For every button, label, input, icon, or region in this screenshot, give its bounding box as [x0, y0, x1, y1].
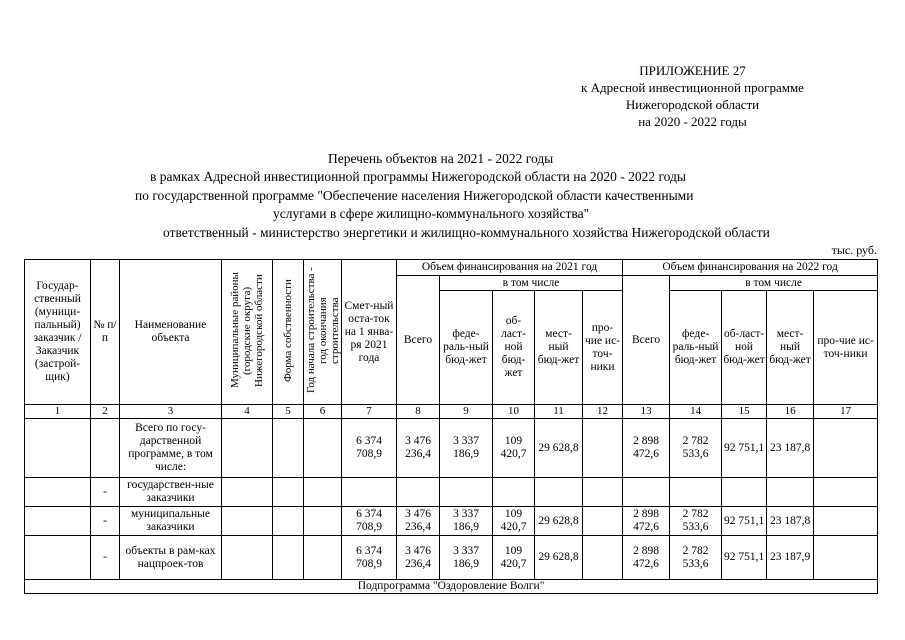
row-local-2022: 23 187,8: [767, 507, 814, 536]
header-name: Наименование объекта: [120, 260, 222, 405]
row-total-2021: 3 476 236,4: [397, 419, 440, 478]
row-total-2022: 2 898 472,6: [623, 419, 670, 478]
row-federal-2022: [670, 478, 722, 507]
row-total-2022: 2 898 472,6: [623, 507, 670, 536]
header-total-2021: Всего: [397, 276, 440, 405]
header-including-2021: в том числе: [440, 276, 623, 291]
row-federal-2022: 2 782 533,6: [670, 536, 722, 580]
units-label: тыс. руб.: [831, 243, 877, 257]
row-total-2022: 2 898 472,6: [623, 536, 670, 580]
row-regional-2021: 109 420,7: [493, 419, 535, 478]
column-number: 10: [493, 405, 535, 419]
header-fin-2021: Объем финансирования на 2021 год: [397, 260, 623, 276]
row-local-2022: 23 187,8: [767, 419, 814, 478]
column-number: 17: [814, 405, 878, 419]
row-other-2021: [583, 536, 623, 580]
row-regional-2021: [493, 478, 535, 507]
row-regional-2022: 92 751,1: [722, 507, 767, 536]
column-number: 15: [722, 405, 767, 419]
title-line-1: Перечень объектов на 2021 - 2022 годы: [328, 151, 554, 166]
row-federal-2022: 2 782 533,6: [670, 507, 722, 536]
row-regional-2022: 92 751,1: [722, 419, 767, 478]
title-line-2: в рамках Адресной инвестиционной программы Нижегородской области на 2020 - 2022 годы: [150, 169, 686, 184]
header-fin-2022: Объем финансирования на 2022 год: [623, 260, 878, 276]
row-balance: 6 374 708,9: [342, 419, 397, 478]
row-total-2021: 3 476 236,4: [397, 536, 440, 580]
column-number: 6: [304, 405, 342, 419]
column-number: 9: [440, 405, 493, 419]
header-regional-2021: об-ласт-ной бюд-жет: [493, 291, 535, 405]
row-local-2022: [767, 478, 814, 507]
header-federal-2022: феде-раль-ный бюд-жет: [670, 291, 722, 405]
row-name: государствен-ные заказчики: [120, 478, 222, 507]
row-local-2021: 29 628,8: [535, 507, 583, 536]
column-number: 1: [25, 405, 91, 419]
row-regional-2021: 109 420,7: [493, 507, 535, 536]
row-other-2022: [814, 536, 878, 580]
subprogram-title: Подпрограмма "Оздоровление Волги": [25, 580, 878, 594]
column-number: 3: [120, 405, 222, 419]
subprogram-row: [25, 580, 878, 594]
row-other-2022: [814, 478, 878, 507]
title-line-5: ответственный - министерство энергетики и жилищно-коммунального хозяйства Нижегородской области: [163, 225, 770, 240]
row-federal-2021: 3 337 186,9: [440, 419, 493, 478]
header-num: № п/п: [91, 260, 120, 405]
row-total-2021: [397, 478, 440, 507]
appendix-line-3: Нижегородской области: [625, 97, 760, 112]
header-years-cell: [304, 260, 342, 405]
column-number: 12: [583, 405, 623, 419]
header-local-2021: мест-ный бюд-жет: [535, 291, 583, 405]
column-number: 14: [670, 405, 722, 419]
row-local-2021: 29 628,8: [535, 536, 583, 580]
appendix-line-2: к Адресной инвестиционной программе: [581, 80, 804, 95]
objects-table: [24, 259, 878, 594]
row-federal-2021: 3 337 186,9: [440, 536, 493, 580]
row-local-2021: 29 628,8: [535, 419, 583, 478]
title-line-3: по государственной программе "Обеспечение населения Нижегородской области качественными: [135, 188, 694, 203]
row-balance: [342, 478, 397, 507]
row-other-2021: [583, 478, 623, 507]
row-num: -: [91, 507, 120, 536]
header-local-2022: мест-ный бюд-жет: [767, 291, 814, 405]
row-federal-2021: 3 337 186,9: [440, 507, 493, 536]
title-line-4: услугами в сфере жилищно-коммунального хозяйства": [273, 206, 590, 221]
column-number: 4: [222, 405, 273, 419]
header-regional-2022: об-ласт-ной бюд-жет: [722, 291, 767, 405]
row-other-2022: [814, 507, 878, 536]
row-other-2021: [583, 419, 623, 478]
row-num: -: [91, 478, 120, 507]
header-including-2022: в том числе: [670, 276, 878, 291]
row-other-2021: [583, 507, 623, 536]
appendix-line-4: на 2020 - 2022 годы: [638, 114, 747, 129]
column-number: 13: [623, 405, 670, 419]
row-local-2021: [535, 478, 583, 507]
header-other-2021: про-чие ис-точ-ники: [583, 291, 623, 405]
column-number: 8: [397, 405, 440, 419]
header-balance: Смет-ный оста-ток на 1 янва-ря 2021 года: [342, 260, 397, 405]
row-local-2022: 23 187,9: [767, 536, 814, 580]
row-balance: 6 374 708,9: [342, 536, 397, 580]
header-ownership: Форма собственности: [282, 278, 294, 382]
row-federal-2021: [440, 478, 493, 507]
header-other-2022: про-чие ис-точ-ники: [814, 291, 878, 405]
column-number-row: [25, 405, 878, 419]
row-other-2022: [814, 419, 878, 478]
header-customer: Государ-ственный (муници-пальный) заказчик / Заказчик (застрой-щик): [25, 260, 91, 405]
row-regional-2021: 109 420,7: [493, 536, 535, 580]
header-district-cell: [222, 260, 273, 405]
table-row: [25, 536, 878, 580]
row-total-2022: [623, 478, 670, 507]
column-number: 11: [535, 405, 583, 419]
column-number: 2: [91, 405, 120, 419]
column-number: 5: [273, 405, 304, 419]
column-number: 7: [342, 405, 397, 419]
row-name: муниципальные заказчики: [120, 507, 222, 536]
row-num: [91, 419, 120, 478]
table-row: [25, 419, 878, 478]
row-balance: 6 374 708,9: [342, 507, 397, 536]
row-name: объекты в рам-ках нацпроек-тов: [120, 536, 222, 580]
appendix-block: [520, 62, 865, 130]
header-federal-2021: феде-раль-ный бюд-жет: [440, 291, 493, 405]
header-total-2022: Всего: [623, 276, 670, 405]
row-regional-2022: [722, 478, 767, 507]
header-district: Муниципальные районы (городские округа) Нижегородской области: [229, 272, 265, 388]
row-name: Всего по госу-дарственной программе, в том числе:: [120, 419, 222, 478]
appendix-line-1: ПРИЛОЖЕНИЕ 27: [639, 63, 746, 78]
row-federal-2022: 2 782 533,6: [670, 419, 722, 478]
header-years: Год начала строительства - год окончания строительства: [305, 267, 341, 393]
header-ownership-cell: [273, 260, 304, 405]
row-num: -: [91, 536, 120, 580]
row-regional-2022: 92 751,1: [722, 536, 767, 580]
table-row: [25, 478, 878, 507]
column-number: 16: [767, 405, 814, 419]
row-total-2021: 3 476 236,4: [397, 507, 440, 536]
table-row: [25, 507, 878, 536]
